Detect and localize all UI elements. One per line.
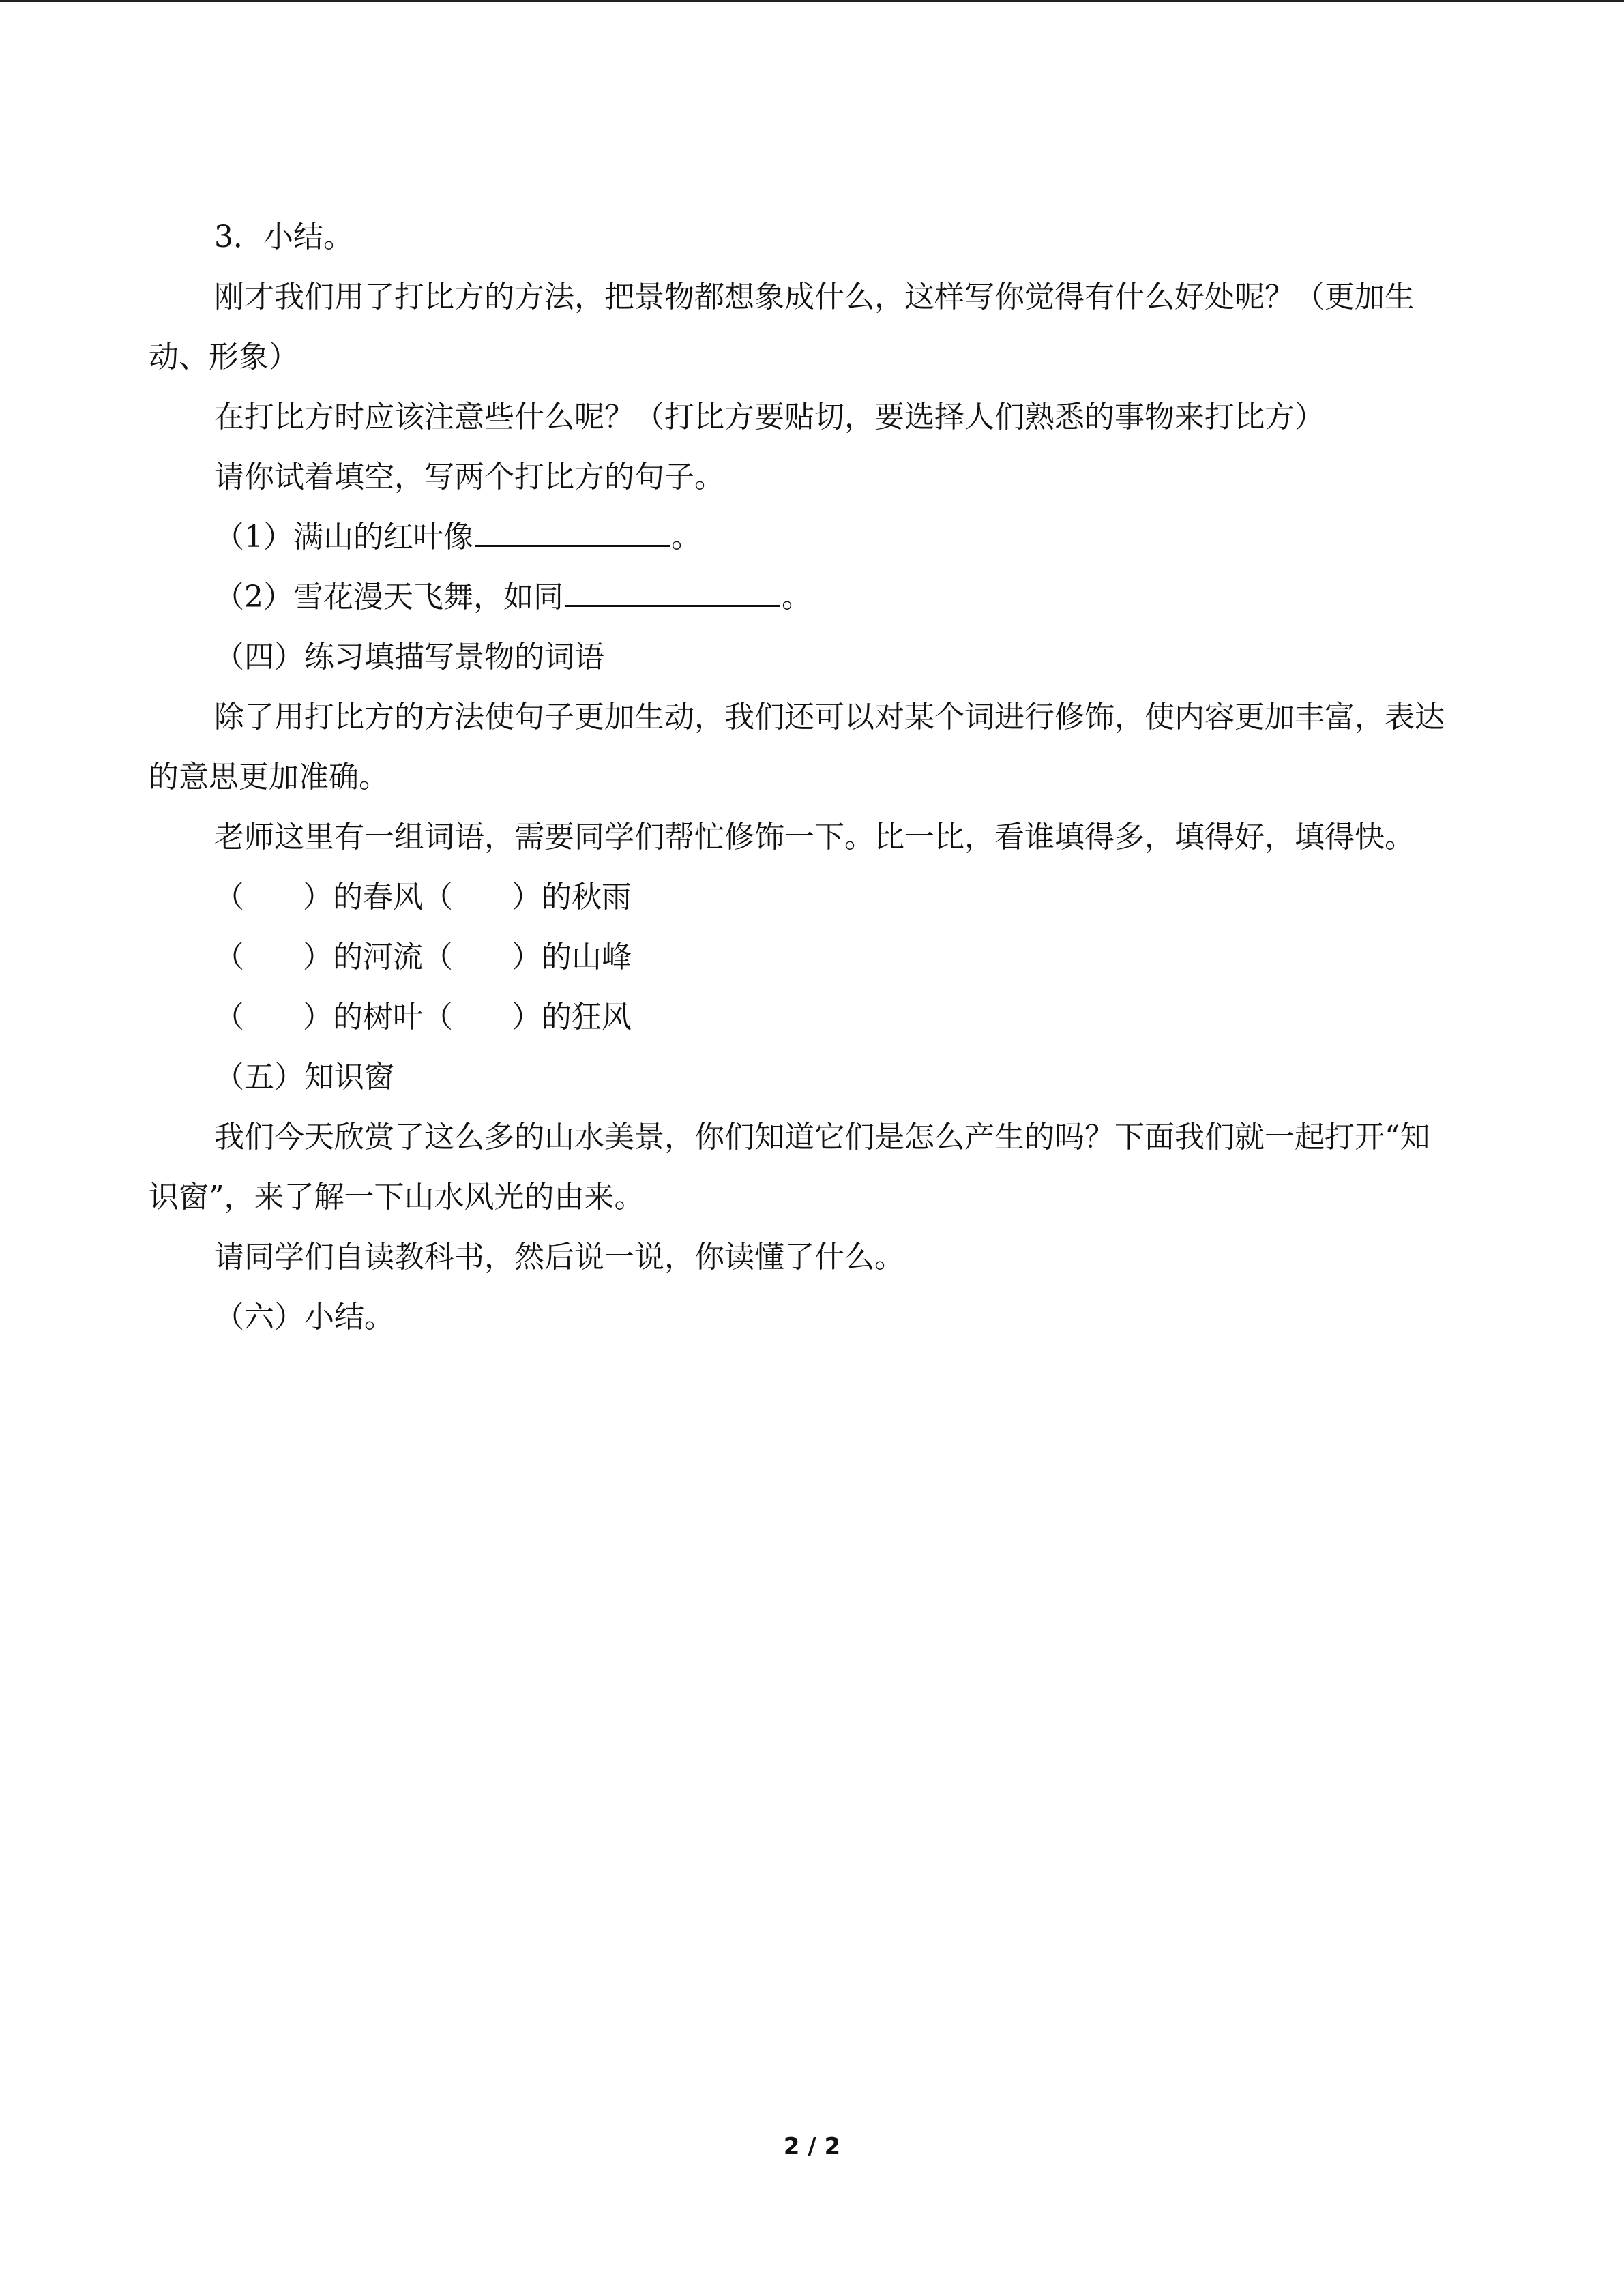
word-row-3 (149, 987, 1458, 1047)
fill-sentence-1-end: 。 (671, 520, 701, 554)
word-row-1-open: （ (214, 880, 244, 914)
word-row-2 (149, 927, 1458, 987)
word-row-1-mid: ）的春风（ (303, 880, 453, 914)
fill-sentence-2 (149, 567, 1458, 627)
word-row-3-end: ）的狂风 (512, 1000, 632, 1034)
section-6-heading: （六）小结。 (214, 1300, 394, 1335)
word-row-2-mid: ）的河流（ (303, 940, 453, 974)
top-border-line (0, 0, 1624, 2)
word-row-1 (149, 867, 1458, 927)
section-4-heading: （四）练习填描写景物的词语 (214, 640, 604, 674)
fill-blank-2[interactable] (565, 575, 780, 607)
word-row-1-end: ）的秋雨 (512, 880, 632, 914)
fill-sentence-2-text: （2）雪花漫天飞舞，如同 (214, 580, 563, 614)
paragraph-modifier-task: 老师这里有一组词语，需要同学们帮忙修饰一下。比一比，看谁填得多，填得好，填得快。 (214, 820, 1415, 854)
word-row-2-end: ）的山峰 (512, 940, 632, 974)
paragraph-modifier-intro: 除了用打比方的方法使句子更加生动，我们还可以对某个词进行修饰，使内容更加丰富，表达的意思更加准确。 (149, 700, 1445, 794)
paragraph-fill-instruction: 请你试着填空，写两个打比方的句子。 (214, 460, 724, 494)
paragraph-self-read: 请同学们自读教科书，然后说一说，你读懂了什么。 (214, 1240, 904, 1274)
summary-heading: 3．小结。 (214, 220, 353, 254)
paragraph-knowledge-window: 我们今天欣赏了这么多的山水美景，你们知道它们是怎么产生的吗？下面我们就一起打开“知识窗”，来了解一下山水风光的由来。 (149, 1120, 1430, 1214)
page-number: 2 / 2 (783, 2133, 841, 2160)
word-row-3-mid: ）的树叶（ (303, 1000, 453, 1034)
paragraph-metaphor-notes: 在打比方时应该注意些什么呢？（打比方要贴切，要选择人们熟悉的事物来打比方） (214, 400, 1325, 434)
fill-blank-1[interactable] (475, 515, 670, 547)
document-body (149, 207, 1458, 1347)
fill-sentence-1-text: （1）满山的红叶像 (214, 520, 473, 554)
word-row-2-open: （ (214, 940, 244, 974)
section-5-heading: （五）知识窗 (214, 1060, 394, 1094)
paragraph-metaphor-benefit: 刚才我们用了打比方的方法，把景物都想象成什么，这样写你觉得有什么好处呢？（更加生动、形象） (149, 280, 1415, 374)
fill-sentence-2-end: 。 (782, 580, 812, 614)
fill-sentence-1 (149, 507, 1458, 567)
word-row-3-open: （ (214, 1000, 244, 1034)
